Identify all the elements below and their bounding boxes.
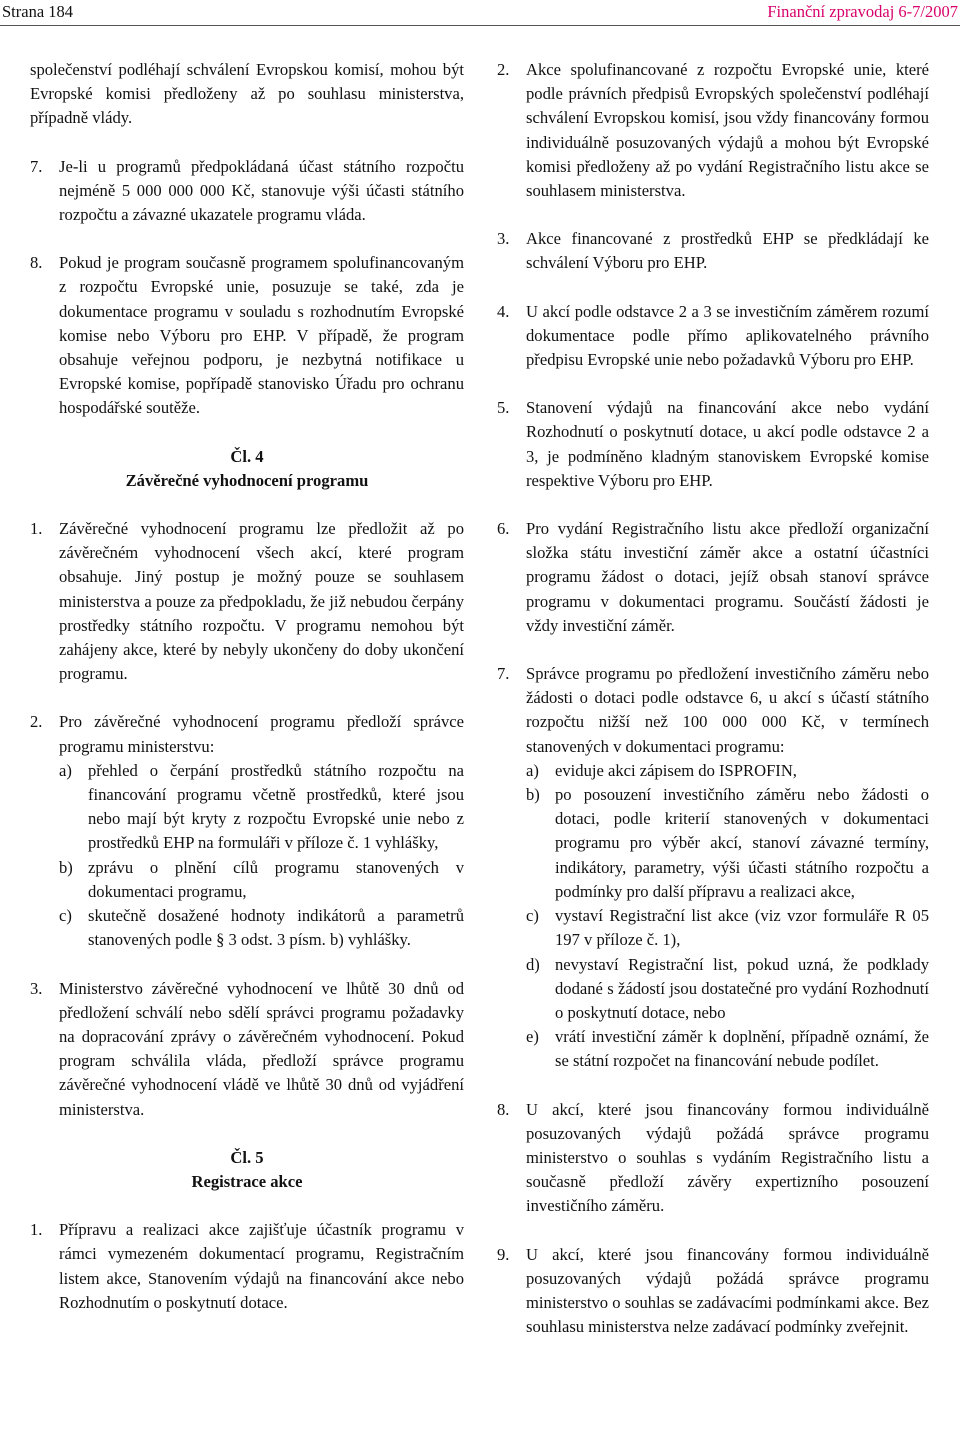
- paragraph-text: Akce financované z prostředků EHP se předkládají ke schválení Výboru pro EHP.: [526, 229, 929, 273]
- sub-item-c: [526, 904, 929, 952]
- paragraph-text: Akce spolufinancované z rozpočtu Evropské unie, které podle právních předpisů Evropských společenství podléhají schválení Evropskou komisí, jsou vždy financovány formou individuálně posuzovaných výdajů a mohou být Evropské komisi předloženy až po vydání Registračního listu akce se souhlasem ministerstva.: [526, 60, 929, 201]
- art4-paragraph-2: [30, 710, 464, 952]
- paragraph-number: 1.: [30, 1220, 43, 1240]
- paragraph-number: 3.: [497, 229, 510, 249]
- sub-item-b: [59, 856, 464, 904]
- sub-item-label: a): [526, 760, 539, 780]
- sub-item-text: nevystaví Registrační list, pokud uzná, že podklady dodané s žádostí jsou dostatečné pro vydání Rozhodnutí o poskytnutí dotace, nebo: [555, 954, 929, 1022]
- paragraph-7-right: [497, 662, 929, 1073]
- art5-paragraph-1: [30, 1218, 464, 1315]
- paragraph-text: Pokud je program současně programem spolufinancovaným z rozpočtu Evropské unie, posuzuje se také, zda je dokumentace programu v souladu s rozhodnutím Evropské komise nebo Výboru pro EHP. V případě, že program obsahuje veřejnou podporu, je nezbytná notifikace u Evropské komise, popřípadě stanovisko Úřadu pro ochranu hospodářské soutěže.: [59, 253, 464, 418]
- paragraph-text: Závěrečné vyhodnocení programu lze předložit až po závěrečném vyhodnocení všech akcí, které program obsahuje. Jiný postup je možný pouze se souhlasem ministerstva a pouze za předpokladu, že již nebudou čerpány prostředky státního rozpočtu. V programu nemohou být zahájeny akce, které by nebyly ukončeny do doby ukončení programu.: [59, 519, 464, 684]
- sub-item-text: eviduje akci zápisem do ISPROFIN,: [555, 760, 797, 780]
- paragraph-text: Správce programu po předložení investičního záměru nebo žádosti o dotaci podle odstavce 6, u akcí s účastí státního rozpočtu nižší než 100 000 000 Kč, v termínech stanovených v dokumentaci programu:: [526, 664, 929, 756]
- paragraph-8: [30, 251, 464, 420]
- left-column: [30, 58, 464, 1339]
- sub-item-d: [526, 953, 929, 1026]
- sub-item-label: b): [59, 857, 73, 877]
- paragraph-8-right: [497, 1098, 929, 1219]
- paragraph-number: 6.: [497, 519, 510, 539]
- paragraph-text: U akcí podle odstavce 2 a 3 se investičním záměrem rozumí dokumentace podle přímo aplikovatelného právního předpisu Evropské unie nebo požadavků Výboru pro EHP.: [526, 301, 929, 370]
- paragraph-text: U akcí, které jsou financovány formou individuálně posuzovaných výdajů požádá správce programu ministerstvo o souhlas s vydáním Registračního listu a současně předloží závěry expertizního posouzení investičního záměru.: [526, 1099, 929, 1216]
- paragraph-text: Je-li u programů předpokládaná účast státního rozpočtu nejméně 5 000 000 000 Kč, stanovuje výši účasti státního rozpočtu a závazné ukazatele programu vláda.: [59, 156, 464, 225]
- sub-item-label: a): [59, 760, 72, 780]
- paragraph-text: Ministerstvo závěrečné vyhodnocení ve lhůtě 30 dnů od předložení schválí nebo sdělí správci programu požadavky na dopracování zprávy o závěrečném vyhodnocení. Pokud program schválila vláda, předloží správce programu závěrečné vyhodnocení vládě ve lhůtě 30 dnů od vyjádření ministerstva.: [59, 978, 464, 1119]
- sub-item-text: vystaví Registrační list akce (viz vzor formuláře R 05 197 v příloze č. 1),: [555, 906, 929, 950]
- sub-item-label: c): [59, 906, 72, 926]
- paragraph-text: Pro vydání Registračního listu akce předloží organizační složka státu investiční záměr akce a ostatní účastníci programu žádost o dotaci, jejíž obsah stanoví správce programu v dokumentaci programu. Součástí žádosti je vždy investiční záměr.: [526, 519, 929, 635]
- paragraph-2: [497, 58, 929, 203]
- art4-paragraph-3: [30, 977, 464, 1122]
- paragraph-number: 3.: [30, 978, 43, 998]
- article-5-number: Čl. 5: [230, 1147, 264, 1167]
- paragraph-text: U akcí, které jsou financovány formou individuálně posuzovaných výdajů požádá správce programu ministerstvo o souhlas se zadávacími podmínkami akce. Bez souhlasu ministerstva nelze zadávací podmínky zveřejnit.: [526, 1244, 929, 1337]
- sub-item-label: c): [526, 906, 539, 926]
- sub-item-text: zprávu o plnění cílů programu stanovených v dokumentaci programu,: [88, 857, 464, 901]
- paragraph-number: 8.: [497, 1099, 510, 1119]
- sub-item-c: [59, 904, 464, 952]
- sub-item-text: skutečně dosažené hodnoty indikátorů a parametrů stanovených podle § 3 odst. 3 písm. b) vyhlášky.: [88, 906, 464, 950]
- sub-item-text: vrátí investiční záměr k doplnění, případně oznámí, že se státní rozpočet na financování nebude podílet.: [555, 1027, 929, 1071]
- header-rule: [0, 25, 960, 26]
- page-number: Strana 184: [2, 2, 74, 21]
- intro-text: společenství podléhají schválení Evropskou komisí, mohou být Evropské komisi předloženy až po souhlasu ministerstva, případně vlády.: [30, 60, 464, 128]
- paragraph-number: 7.: [497, 664, 510, 684]
- paragraph-number: 7.: [30, 156, 43, 176]
- sub-item-text: přehled o čerpání prostředků státního rozpočtu na financování programu včetně prostředků, které jsou nebo mají být kryty z rozpočtu Evropské unie nebo z prostředků EHP na formuláři v příloze č. 1 vyhlášky,: [88, 760, 464, 853]
- intro-paragraph: [30, 58, 464, 131]
- paragraph-5: [497, 396, 929, 493]
- sub-item-e: [526, 1025, 929, 1073]
- paragraph-text: Stanovení výdajů na financování akce nebo vydání Rozhodnutí o poskytnutí dotace, u akcí podle odstavce 2 a 3, je podmíněno kladným stanoviskem Evropské komise respektive Výboru pro EHP.: [526, 398, 929, 490]
- paragraph-number: 8.: [30, 253, 43, 273]
- paragraph-7: [30, 155, 464, 228]
- sub-item-label: d): [526, 954, 540, 974]
- article-4-number: Čl. 4: [230, 446, 264, 466]
- paragraph-number: 2.: [30, 712, 43, 732]
- paragraph-text: Přípravu a realizaci akce zajišťuje účastník programu v rámci vymezeném dokumentací programu, Registračním listem akce, Stanovením výdajů na financování akce nebo Rozhodnutím o poskytnutí dotace.: [59, 1220, 464, 1312]
- paragraph-3: [497, 227, 929, 275]
- paragraph-number: 2.: [497, 60, 510, 79]
- article-5-title: Registrace akce: [191, 1171, 303, 1191]
- paragraph-4: [497, 300, 929, 373]
- sub-item-a: [526, 759, 929, 783]
- article-4-title: Závěrečné vyhodnocení programu: [125, 470, 369, 490]
- sub-item-a: [59, 759, 464, 856]
- art4-paragraph-1: [30, 517, 464, 686]
- paragraph-6: [497, 517, 929, 638]
- paragraph-number: 5.: [497, 398, 510, 418]
- sub-item-b: [526, 783, 929, 904]
- sub-item-text: po posouzení investičního záměru nebo žádosti o dotaci, podle kriterií stanovených v dokumentaci programu pro výběr akcí, stanoví závazné termíny, indikátory, parametry, výši účasti státního rozpočtu a podmínky pro další přípravu a realizaci akce,: [555, 785, 929, 901]
- paragraph-text: Pro závěrečné vyhodnocení programu předloží správce programu ministerstvu:: [59, 712, 464, 756]
- sub-item-label: e): [526, 1027, 539, 1047]
- paragraph-9-right: [497, 1243, 929, 1340]
- publication-title: Finanční zpravodaj 6-7/2007: [767, 2, 958, 21]
- sub-item-label: b): [526, 785, 540, 805]
- paragraph-number: 1.: [30, 519, 43, 539]
- right-column: [497, 58, 929, 1363]
- paragraph-number: 4.: [497, 301, 510, 321]
- paragraph-number: 9.: [497, 1244, 510, 1264]
- page-header: [0, 0, 960, 26]
